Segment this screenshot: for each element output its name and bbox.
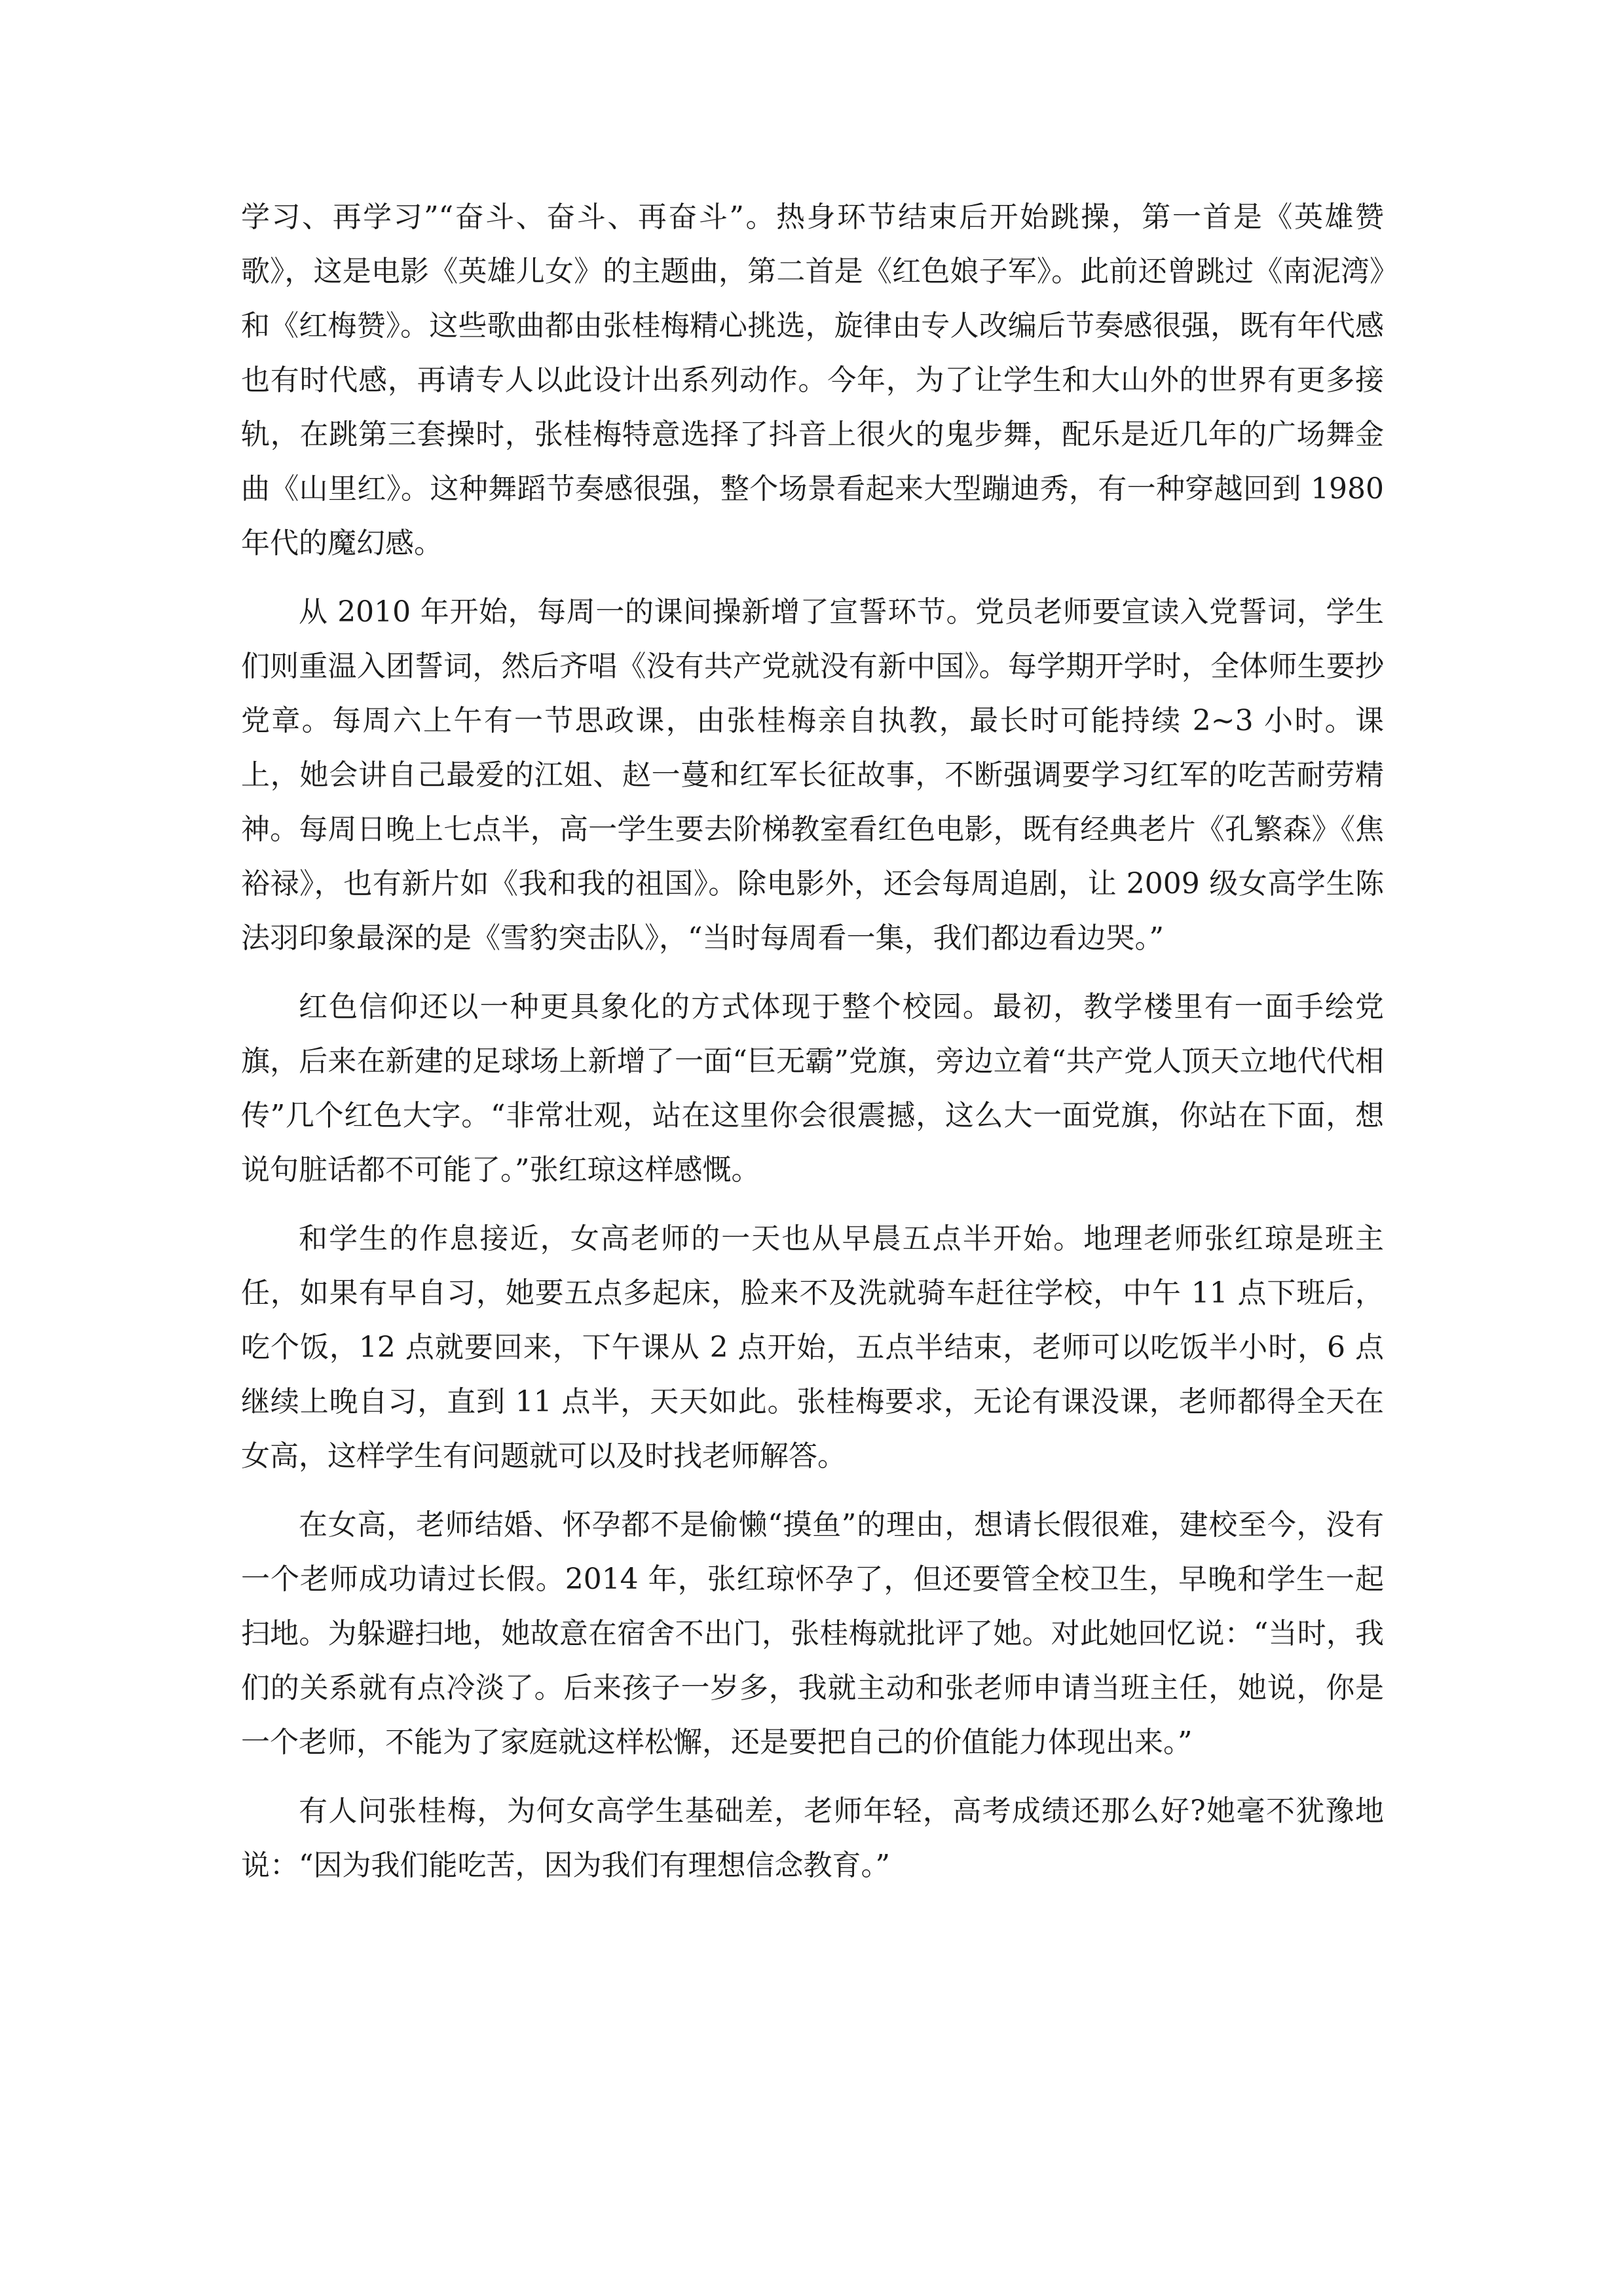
paragraph: 红色信仰还以一种更具象化的方式体现于整个校园。最初，教学楼里有一面手绘党旗，后来在新建的足球场上新增了一面“巨无霸”党旗，旁边立着“共产党人顶天立地代代相传”几个红色大字。“非常壮观，站在这里你会很震撼，这么大一面党旗，你站在下面，想说句脏话都不可能了。”张红琼这样感慨。 [241, 990, 1384, 1187]
paragraph: 从 2010 年开始，每周一的课间操新增了宣誓环节。党员老师要宣读入党誓词，学生们则重温入团誓词，然后齐唱《没有共产党就没有新中国》。每学期开学时，全体师生要抄党章。每周六上午有一节思政课，由张桂梅亲自执教，最长时可能持续 2~3 小时。课上，她会讲自己最爱的江姐、赵一蔓和红军长征故事，不断强调要学习红军的吃苦耐劳精神。每周日晚上七点半，高一学生要去阶梯教室看红色电影，既有经典老片《孔繁森》《焦裕禄》，也有新片如《我和我的祖国》。除电影外，还会每周追剧，让 2009 级女高学生陈法羽印象最深的是《雪豹突击队》，“当时每周看一集，我们都边看边哭。” [241, 595, 1384, 955]
paragraph: 有人问张桂梅，为何女高学生基础差，老师年轻，高考成绩还那么好?她毫不犹豫地说：“因为我们能吃苦，因为我们有理想信念教育。” [241, 1794, 1384, 1882]
article-body [241, 190, 1384, 1907]
paragraph: 学习、再学习”“奋斗、奋斗、再奋斗”。热身环节结束后开始跳操，第一首是《英雄赞歌》，这是电影《英雄儿女》的主题曲，第二首是《红色娘子军》。此前还曾跳过《南泥湾》和《红梅赞》。这些歌曲都由张桂梅精心挑选，旋律由专人改编后节奏感很强，既有年代感也有时代感，再请专人以此设计出系列动作。今年，为了让学生和大山外的世界有更多接轨，在跳第三套操时，张桂梅特意选择了抖音上很火的鬼步舞，配乐是近几年的广场舞金曲《山里红》。这种舞蹈节奏感很强，整个场景看起来大型蹦迪秀，有一种穿越回到 1980 年代的魔幻感。 [241, 200, 1384, 560]
paragraph: 在女高，老师结婚、怀孕都不是偷懒“摸鱼”的理由，想请长假很难，建校至今，没有一个老师成功请过长假。2014 年，张红琼怀孕了，但还要管全校卫生，早晚和学生一起扫地。为躲避扫地，她故意在宿舍不出门，张桂梅就批评了她。对此她回忆说：“当时，我们的关系就有点冷淡了。后来孩子一岁多，我就主动和张老师申请当班主任，她说，你是一个老师，不能为了家庭就这样松懈，还是要把自己的价值能力体现出来。” [241, 1508, 1384, 1759]
paragraph: 和学生的作息接近，女高老师的一天也从早晨五点半开始。地理老师张红琼是班主任，如果有早自习，她要五点多起床，脸来不及洗就骑车赶往学校，中午 11 点下班后，吃个饭，12 点就要回来，下午课从 2 点开始，五点半结束，老师可以吃饭半小时，6 点继续上晚自习，直到 11 点半，天天如此。张桂梅要求，无论有课没课，老师都得全天在女高，这样学生有问题就可以及时找老师解答。 [241, 1222, 1384, 1473]
